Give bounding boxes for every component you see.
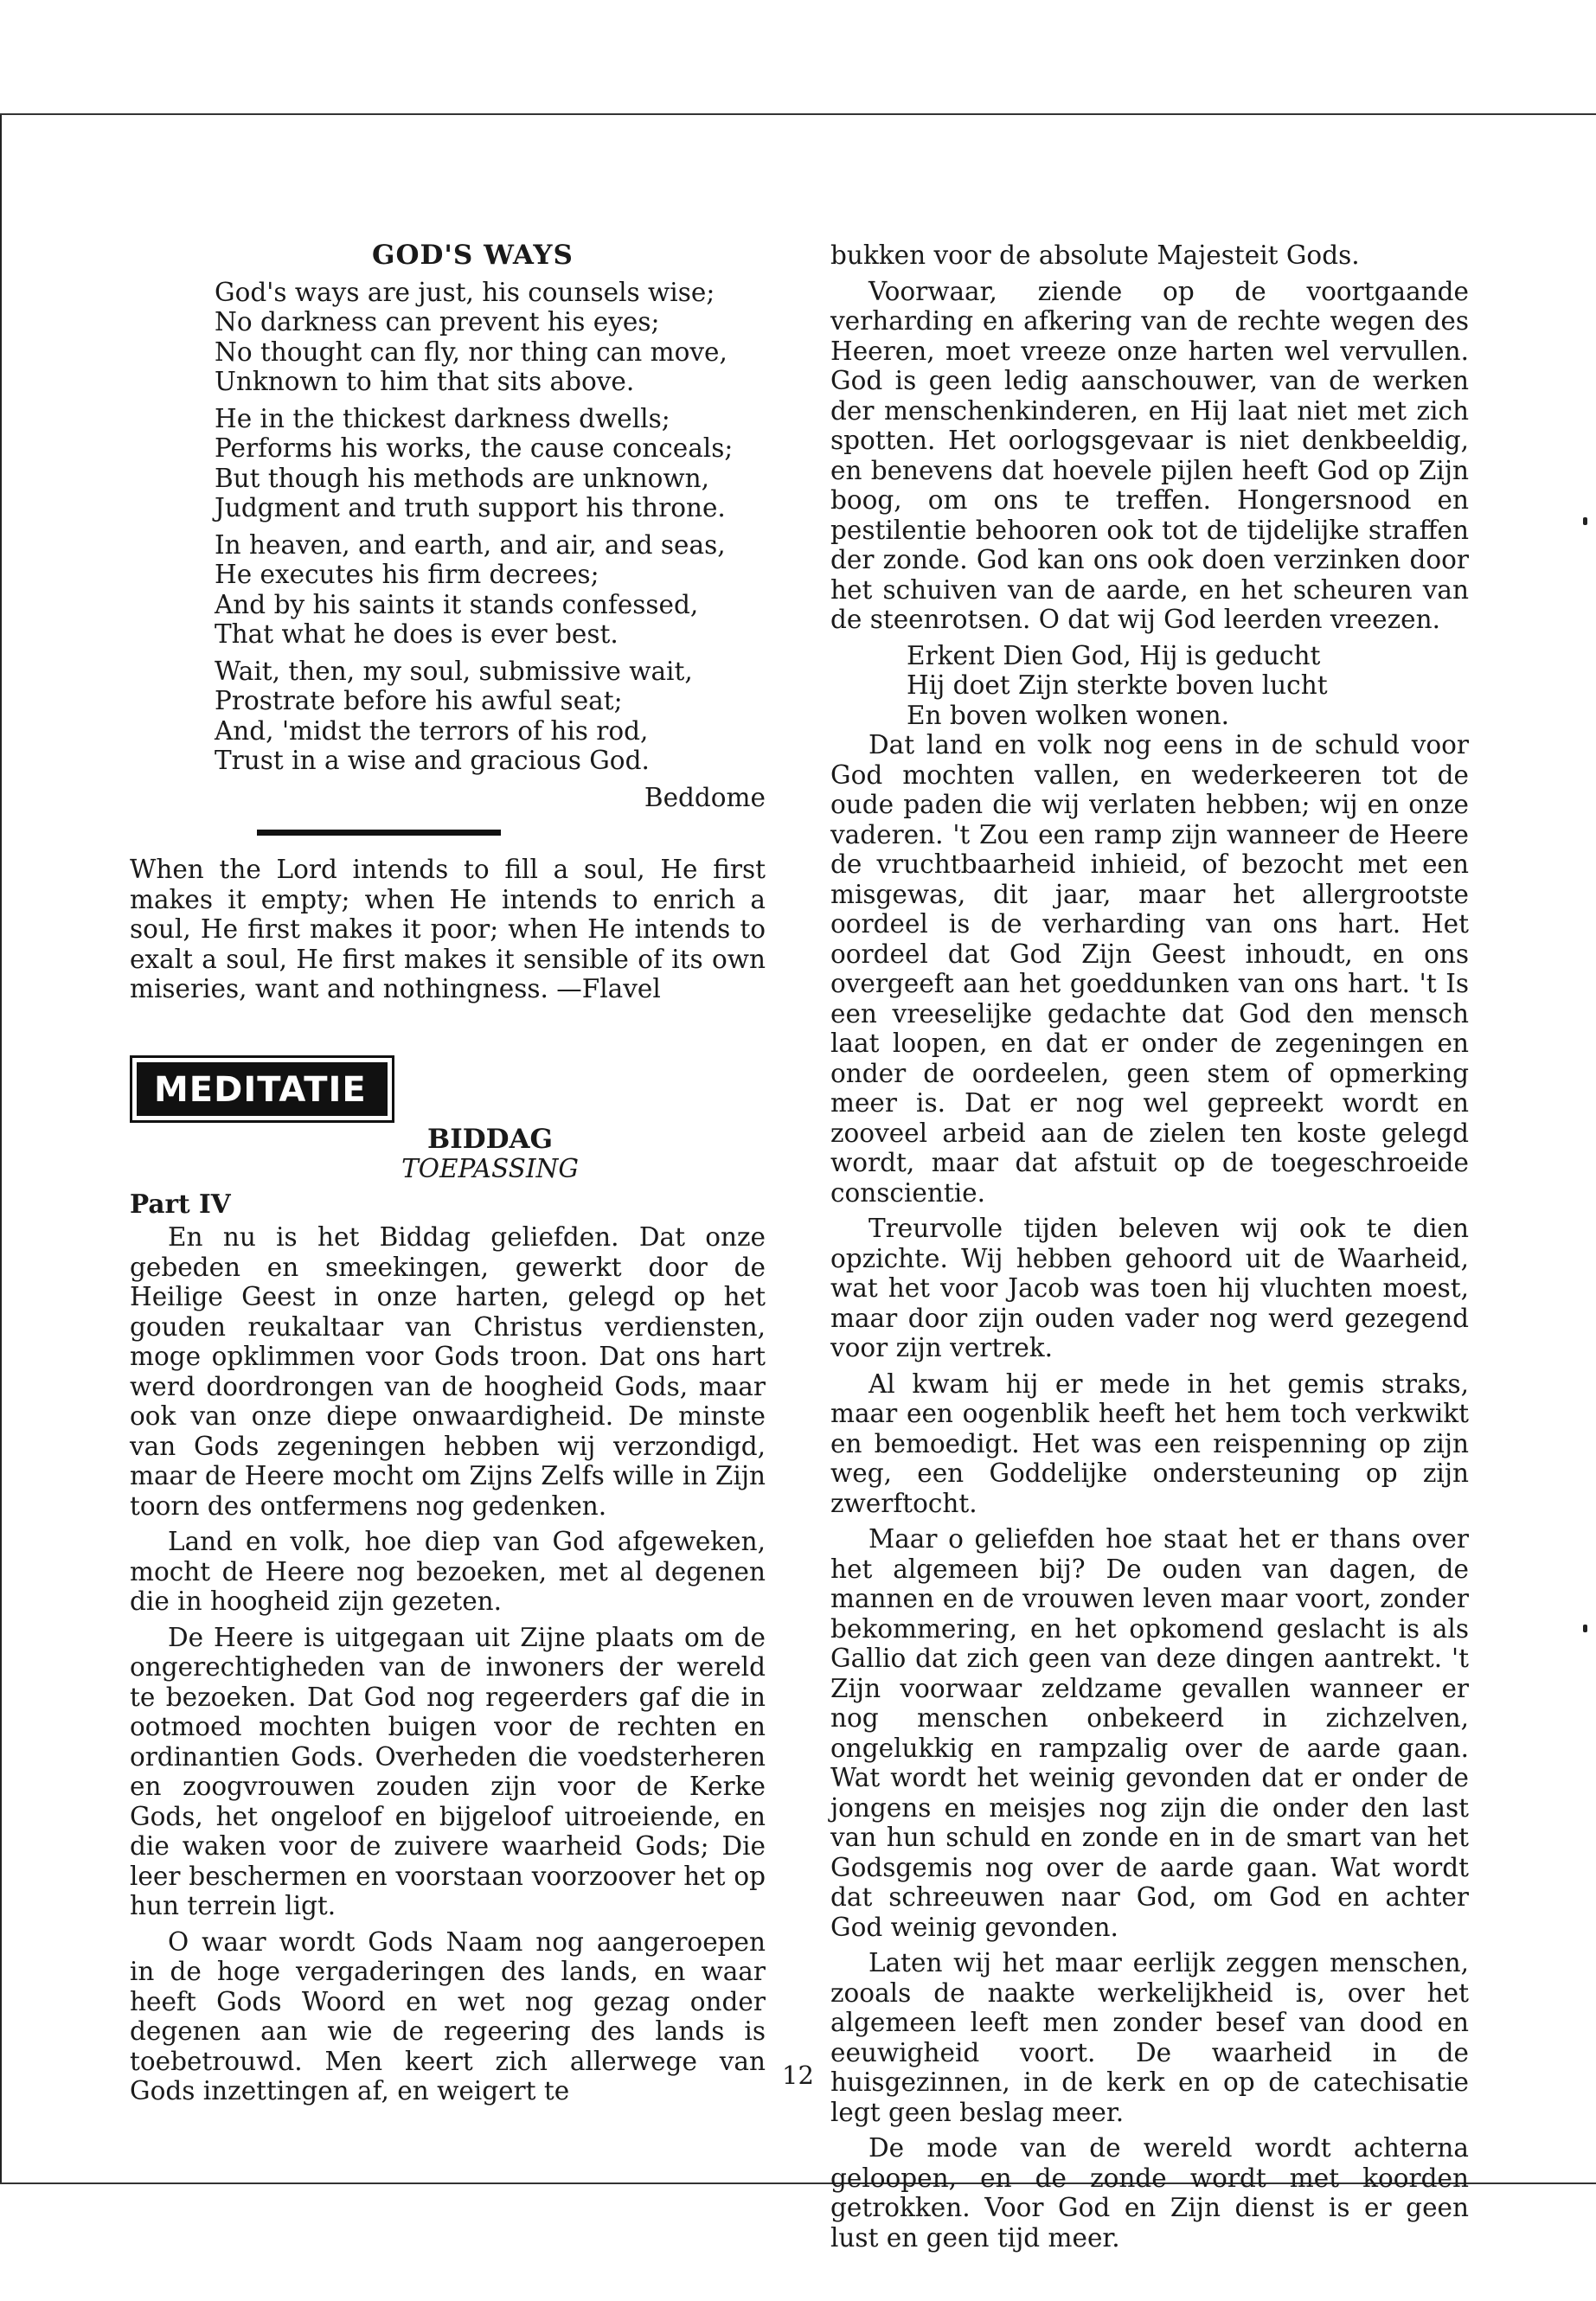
poem-line: And by his saints it stands confessed, xyxy=(215,589,699,619)
edge-mark xyxy=(1583,517,1587,525)
flavel-quote: When the Lord intends to fill a soul, He first makes it empty; when He intends to enrich a soul, He first makes it poor; when He intends to exalt a soul, He first makes it sensible of its own miseries, want and nothingness. —Flavel xyxy=(130,855,766,1003)
poem-line: Trust in a wise and gracious God. xyxy=(215,746,650,775)
poem-line: And, 'midst the terrors of his rod, xyxy=(215,715,649,746)
poem-line: Performs his works, the cause conceals; xyxy=(215,433,734,463)
section-divider xyxy=(257,830,501,836)
paragraph: Laten wij het maar eerlijk zeggen menschen, zooals de naakte werkelijkheid is, over het algemeen leeft men zonder besef van dood en eeuwigheid voort. De waarheid in de huisgezinnen, in de kerk en op de catechisatie legt geen beslag meer. xyxy=(830,1948,1469,2127)
poem-line: He executes his firm decrees; xyxy=(215,560,599,589)
poem-line: Prostrate before his awful seat; xyxy=(215,686,623,715)
poem-line: In heaven, and earth, and air, and seas, xyxy=(215,529,726,560)
verse-citation xyxy=(907,641,1469,731)
poem-line: He in the thickest darkness dwells; xyxy=(215,403,670,433)
top-border xyxy=(0,113,1596,115)
left-border xyxy=(0,115,2,2182)
poem-line: No darkness can prevent his eyes; xyxy=(215,307,660,336)
paragraph: De Heere is uitgegaan uit Zijne plaats om de ongerechtigheden van de inwoners der wereld te bezoeken. Dat God nog regeerders gaf die in ootmoed mochten buigen voor de rechten en ordinantien Gods. Overheden die voedsterheren en zoogvrouwen zouden zijn voor de Kerke Gods, het ongeloof en bijgeloof uitroeiende, en die waken voor de zuivere waarheid Gods; Die leer beschermen en voorstaan voorzoover het op hun terrein ligt. xyxy=(130,1622,766,1920)
citation-line: En boven wolken wonen. xyxy=(907,700,1230,730)
paragraph: Al kwam hij er mede in het gemis straks, maar een oogenblik heeft het hem toch verkwikt en bemoedigt. Het was een reispenning op zijn weg, een Goddelijke ondersteuning op zijn zwerftocht. xyxy=(830,1368,1469,1518)
paragraph: En nu is het Biddag geliefden. Dat onze gebeden en smeekingen, gewerkt door de Heilige Geest in onze harten, gelegd op het gouden reukaltaar van Christus verdiensten, moge opklimmen voor Gods troon. Dat ons hart werd doordrongen van de hoogheid Gods, maar ook van onze diepe onwaardigheid. De minste van Gods zegeningen hebben wij verzondigd, maar de Heere mocht om Zijns Zelfs wille in Zijn toorn des ontfermens nog gedenken. xyxy=(130,1222,766,1521)
part-label: Part IV xyxy=(130,1188,231,1219)
poem-title: GOD'S WAYS xyxy=(372,240,574,271)
poem-stanza xyxy=(215,530,766,650)
article-heading xyxy=(215,1125,766,1184)
citation-line: Erkent Dien God, Hij is geducht xyxy=(907,640,1321,670)
article-subtitle: TOEPASSING xyxy=(401,1154,579,1183)
banner-label: MEDITATIE xyxy=(137,1062,388,1116)
paragraph: De mode van de wereld wordt achterna geloopen, en de zonde wordt met koorden getrokken. Voor God en Zijn dienst is er geen lust en geen tijd meer. xyxy=(830,2133,1469,2253)
poem-line: God's ways are just, his counsels wise; xyxy=(215,277,715,307)
paragraph: Treurvolle tijden beleven wij ook te dien opzichte. Wij hebben gehoord uit de Waarheid, wat het voor Jacob was toen hij vluchten moest, maar door zijn ouden vader nog werd gezegend voor zijn vertrek. xyxy=(830,1214,1469,1362)
citation-line: Hij doet Zijn sterkte boven lucht xyxy=(907,670,1328,700)
paragraph-continued: bukken voor de absolute Majesteit Gods. xyxy=(830,240,1360,270)
paragraph: Land en volk, hoe diep van God afgeweken, mocht de Heere nog bezoeken, met al degenen die in hoogheid zijn gezeten. xyxy=(130,1527,766,1616)
poem-line: That what he does is ever best. xyxy=(215,619,619,649)
poem-line: But though his methods are unknown, xyxy=(215,463,709,493)
poem-line: No thought can fly, nor thing can move, xyxy=(215,336,727,367)
poem-author: Beddome xyxy=(644,782,766,812)
poem-stanza xyxy=(215,278,766,397)
paragraph: O waar wordt Gods Naam nog aangeroepen in de hoge vergaderingen des lands, en waar heeft Gods Woord en wet nog gezag onder degenen aan wie de regeering des lands is toebetrouwd. Men keert zich allerwege van Gods inzettingen af, en weigert te xyxy=(130,1926,766,2106)
meditatie-banner xyxy=(130,1055,394,1123)
poem-line: Wait, then, my soul, submissive wait, xyxy=(215,656,693,686)
poem-stanza xyxy=(215,404,766,523)
poem-line: Judgment and truth support his throne. xyxy=(215,493,726,522)
paragraph: Dat land en volk nog eens in de schuld voor God mochten vallen, en wederkeeren tot de oude paden die wij verlaten hebben; wij en onze vaderen. 't Zou een ramp zijn wanneer de Heere de vruchtbaarheid inhieid, of bezocht met een misgewas, dit jaar, maar het allergrootste oordeel is de verharding van ons hart. Het oordeel dat God Zijn Geest inhoudt, en ons overgeeft aan het goeddunken van ons hart. 't Is een vreeselijke gedachte dat God den mensch laat loopen, en dat er onder de zegeningen en onder de oordeelen, geen stem of opmerking meer is. Dat er nog wel gepreekt wordt en zooveel arbeid aan de zielen ten koste gelegd wordt, maar dat afstuit op de toegeschroeide conscientie. xyxy=(830,730,1469,1208)
right-column xyxy=(830,240,1469,2259)
page-number: 12 xyxy=(782,2061,814,2090)
poem xyxy=(215,240,766,812)
paragraph: Maar o geliefden hoe staat het er thans over het algemeen bij? De ouden van dagen, de mannen en de vrouwen leven maar voort, zonder bekommering, en het opkomend geslacht is als Gallio dat zich geen van deze dingen aantrekt. 't Zijn voorwaar zeldzame gevallen wanneer er nog menschen onbekeerd in zichzelven, ongelukkig en rampzalig over de aarde gaan. Wat wordt het weinig gevonden dat er onder de jongens en meisjes nog zijn die onder den last van hun schuld en zonde en in de smart van het Godsgemis nog over de aarde gaan. Wat wordt dat schreeuwen naar God, om God en achter God weinig gevonden. xyxy=(830,1524,1469,1942)
poem-line: Unknown to him that sits above. xyxy=(215,367,635,396)
left-column xyxy=(130,240,766,2112)
edge-mark xyxy=(1583,1625,1587,1632)
article-title: BIDDAG xyxy=(427,1123,553,1155)
poem-stanza xyxy=(215,657,766,776)
paragraph: Voorwaar, ziende op de voortgaande verharding en afkering van de rechte wegen des Heeren, moet vreeze onze harten wel vervullen. God is geen ledig aanschouwer, van de werken der menschenkinderen, en Hij laat niet met zich spotten. Het oorlogsgevaar is niet denkbeeldig, en benevens dat hoevele pijlen heeft God op Zijn boog, om ons te treffen. Hongersnood en pestilentie behooren ook tot de tijdelijke straffen der zonde. God kan ons ook doen verzinken door het schuiven van de aarde, en het scheuren van de steenrotsen. O dat wij God leerden vreezen. xyxy=(830,276,1469,634)
